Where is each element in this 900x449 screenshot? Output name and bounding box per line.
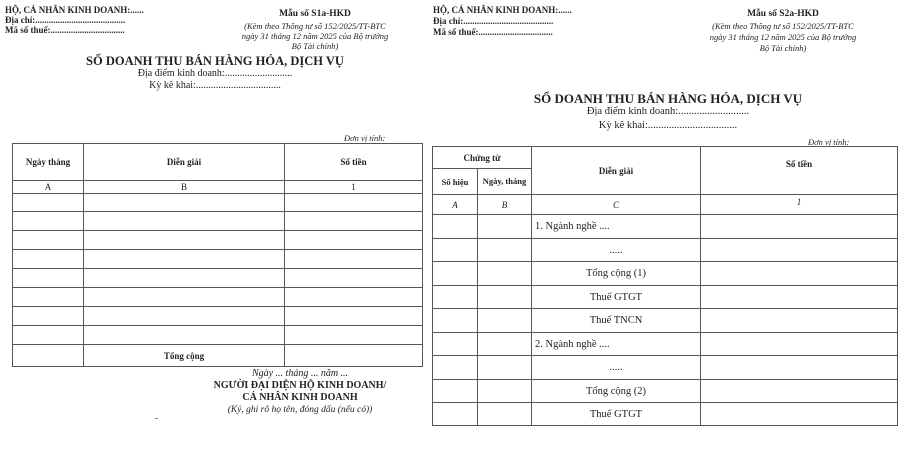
- amount-cell: [285, 250, 423, 269]
- unit-label: Đơn vị tính:: [808, 137, 850, 147]
- voucher-date-cell: [478, 286, 532, 309]
- representative-title-line1: NGƯỜI ĐẠI DIỆN HỘ KINH DOANH/: [213, 380, 387, 391]
- ellipsis-row: .....: [532, 239, 701, 262]
- business-line-1-row: 1. Ngành nghề ....: [532, 215, 701, 239]
- business-line-2-row: 2. Ngành nghề ....: [532, 333, 701, 356]
- pit-row: Thuế TNCN: [532, 309, 701, 333]
- voucher-date-cell: [478, 380, 532, 403]
- table-row: [433, 380, 898, 403]
- circular-note-line2: ngày 31 tháng 12 năm 2025 của Bộ trưởng: [709, 32, 857, 42]
- total-label: Tổng cộng: [84, 345, 285, 367]
- table-row: [433, 262, 898, 286]
- date-cell: [13, 345, 84, 367]
- table-row: [433, 333, 898, 356]
- code-cell: A: [13, 181, 84, 194]
- table-row: [13, 231, 423, 250]
- unit-label: Đơn vị tính:: [344, 133, 386, 143]
- description-cell: [84, 212, 285, 231]
- vat-row: Thuế GTGT: [532, 286, 701, 309]
- amount-cell: [285, 307, 423, 326]
- form-s1a: [0, 0, 435, 449]
- voucher-date-cell: [478, 333, 532, 356]
- voucher-number-cell: [433, 262, 478, 286]
- form-number: Mẫu số S2a-HKD: [747, 9, 819, 19]
- total-amount-cell: [285, 345, 423, 367]
- table-row: [433, 239, 898, 262]
- table-row: [433, 215, 898, 239]
- table-row: [13, 250, 423, 269]
- voucher-date-cell: [478, 262, 532, 286]
- circular-note-line3: Bộ Tài chính): [291, 41, 339, 51]
- description-cell: [84, 307, 285, 326]
- code-cell: A: [433, 195, 478, 215]
- amount-cell: [701, 403, 898, 426]
- code-cell: 1: [285, 181, 423, 194]
- code-cell: C: [532, 195, 701, 215]
- table-row: [433, 356, 898, 380]
- ellipsis-row: .....: [532, 356, 701, 380]
- voucher-date-cell: [478, 403, 532, 426]
- voucher-date-cell: [478, 239, 532, 262]
- description-cell: [84, 288, 285, 307]
- circular-note-line3: Bộ Tài chính): [759, 43, 807, 53]
- header-voucher-number: Số hiệu: [433, 169, 478, 195]
- description-cell: [84, 231, 285, 250]
- subtotal-2-row: Tổng cộng (2): [532, 380, 701, 403]
- voucher-date-cell: [478, 356, 532, 380]
- voucher-number-cell: [433, 239, 478, 262]
- date-cell: [13, 231, 84, 250]
- description-cell: [84, 194, 285, 212]
- code-row: [13, 181, 423, 194]
- header-amount: Số tiền: [285, 144, 423, 181]
- description-cell: [84, 269, 285, 288]
- amount-cell: [285, 231, 423, 250]
- subtotal-1-row: Tổng cộng (1): [532, 262, 701, 286]
- amount-cell: [285, 326, 423, 345]
- address-label: Địa chỉ:........................................: [433, 16, 554, 26]
- voucher-number-cell: [433, 286, 478, 309]
- table-row: [13, 288, 423, 307]
- circular-note-line2: ngày 31 tháng 12 năm 2025 của Bộ trưởng: [241, 31, 389, 41]
- header-description: Diễn giải: [84, 144, 285, 181]
- date-cell: [13, 326, 84, 345]
- table-header-row: [433, 147, 898, 169]
- voucher-number-cell: [433, 403, 478, 426]
- header-voucher-date: Ngày, tháng: [478, 169, 532, 195]
- tax-code-label: Mã số thuế:.................................: [5, 25, 125, 35]
- signature-note: (Ký, ghi rõ họ tên, đóng dấu (nếu có)): [227, 405, 373, 415]
- tax-code-label: Mã số thuế:.................................: [433, 27, 553, 37]
- date-cell: [13, 212, 84, 231]
- business-location-line: Địa điểm kinh doanh:...........................: [137, 68, 293, 79]
- voucher-number-cell: [433, 215, 478, 239]
- total-row: [13, 345, 423, 367]
- table-row: [433, 403, 898, 426]
- form-number: Mẫu số S1a-HKD: [279, 9, 351, 19]
- amount-cell: [701, 333, 898, 356]
- scan-mark: [155, 418, 158, 419]
- amount-cell: [701, 309, 898, 333]
- address-label: Địa chỉ:........................................: [5, 15, 126, 25]
- table-header-row: [13, 144, 423, 181]
- table-row: [433, 286, 898, 309]
- ledger-title: SỔ DOANH THU BÁN HÀNG HÓA, DỊCH VỤ: [86, 54, 344, 68]
- voucher-number-cell: [433, 309, 478, 333]
- date-cell: [13, 307, 84, 326]
- vat-row: Thuế GTGT: [532, 403, 701, 426]
- amount-cell: [701, 262, 898, 286]
- code-cell: B: [84, 181, 285, 194]
- table-row: [13, 194, 423, 212]
- ledger-title: SỔ DOANH THU BÁN HÀNG HÓA, DỊCH VỤ: [533, 91, 803, 106]
- amount-cell: [701, 239, 898, 262]
- voucher-number-cell: [433, 356, 478, 380]
- header-amount: Số tiền: [701, 147, 898, 195]
- business-name-label: HỘ, CÁ NHÂN KINH DOANH:......: [433, 5, 572, 15]
- amount-cell: [285, 288, 423, 307]
- amount-cell: [285, 194, 423, 212]
- amount-cell: [701, 356, 898, 380]
- table-row: [13, 212, 423, 231]
- date-line: Ngày ... tháng ... năm ...: [251, 368, 349, 379]
- amount-cell: [285, 269, 423, 288]
- voucher-date-cell: [478, 309, 532, 333]
- header-date: Ngày tháng: [13, 144, 84, 181]
- date-cell: [13, 269, 84, 288]
- declaration-period-line: Kỳ kê khai:..................................: [598, 120, 738, 131]
- voucher-date-cell: [478, 215, 532, 239]
- date-cell: [13, 288, 84, 307]
- voucher-number-cell: [433, 380, 478, 403]
- declaration-period-line: Kỳ kê khai:..................................: [149, 80, 281, 91]
- revenue-table: [432, 146, 898, 426]
- code-row: [433, 195, 898, 215]
- revenue-table: [12, 143, 423, 367]
- header-voucher: Chứng từ: [433, 147, 532, 169]
- table-row: [13, 269, 423, 288]
- code-cell: B: [478, 195, 532, 215]
- amount-cell: [701, 380, 898, 403]
- circular-note-line1: (Kèm theo Thông tư số 152/2025/TT-BTC: [712, 21, 854, 31]
- voucher-number-cell: [433, 333, 478, 356]
- code-cell: 1: [701, 195, 898, 215]
- business-location-line: Địa điểm kinh doanh:...........................: [586, 106, 750, 117]
- table-row: [433, 309, 898, 333]
- amount-cell: [285, 212, 423, 231]
- business-name-label: HỘ, CÁ NHÂN KINH DOANH:......: [5, 5, 144, 15]
- header-description: Diễn giải: [532, 147, 701, 195]
- description-cell: [84, 326, 285, 345]
- table-row: [13, 326, 423, 345]
- amount-cell: [701, 286, 898, 309]
- representative-title-line2: CÁ NHÂN KINH DOANH: [242, 392, 358, 403]
- description-cell: [84, 250, 285, 269]
- date-cell: [13, 194, 84, 212]
- amount-cell: [701, 215, 898, 239]
- date-cell: [13, 250, 84, 269]
- form-s2a: [428, 0, 900, 449]
- table-row: [13, 307, 423, 326]
- circular-note-line1: (Kèm theo Thông tư số 152/2025/TT-BTC: [244, 21, 386, 31]
